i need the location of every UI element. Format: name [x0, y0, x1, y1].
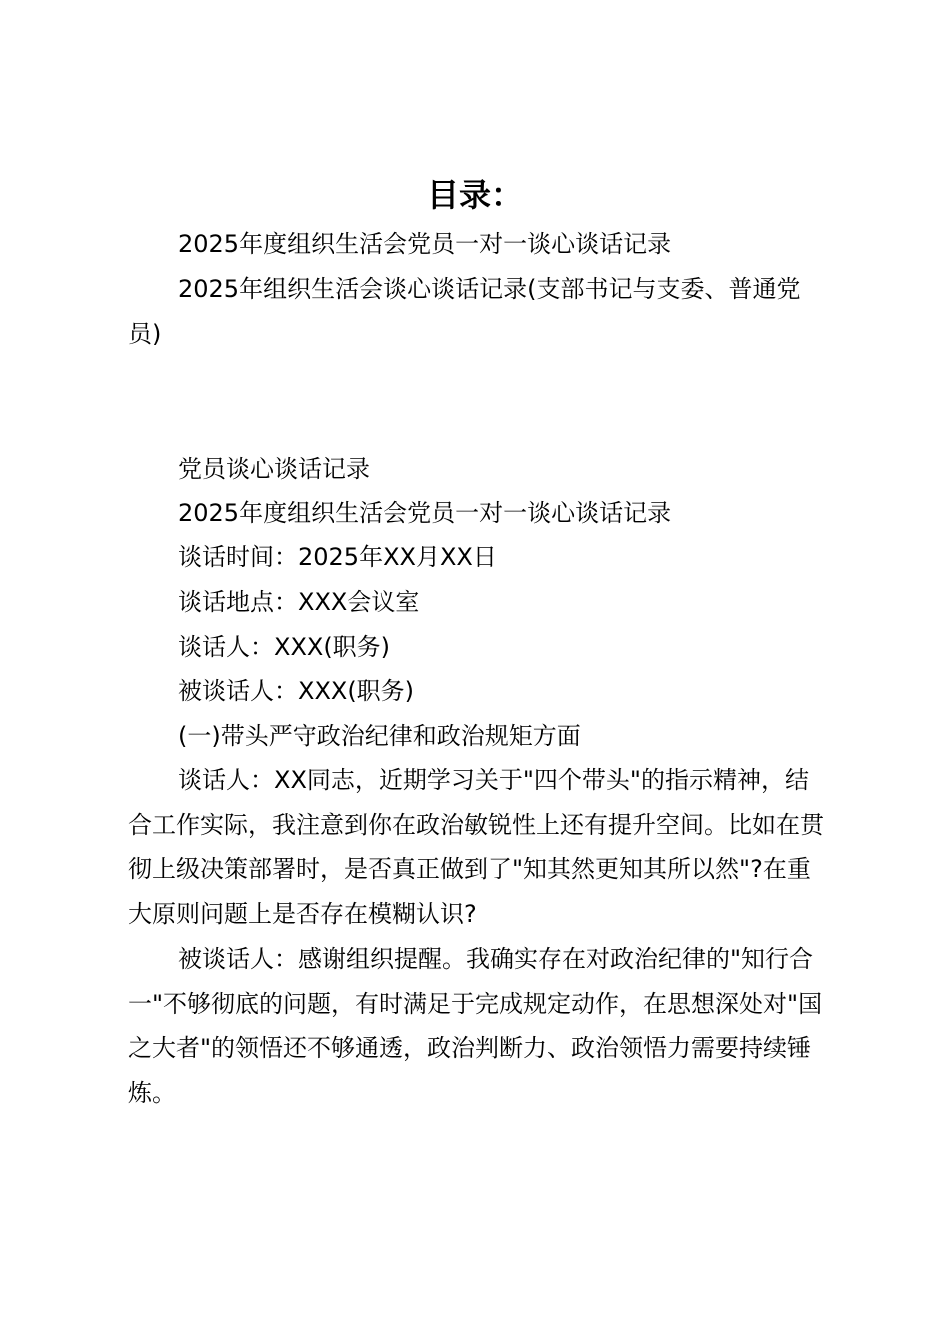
- interviewer: 谈话人：XXX(职务): [178, 633, 391, 661]
- toc-title: 目录：: [426, 176, 523, 214]
- record-subtitle: 2025年度组织生活会党员一对一谈心谈话记录: [178, 499, 672, 527]
- talk-time: 谈话时间：2025年XX月XX日: [178, 543, 497, 571]
- toc-item-2: 2025年组织生活会谈心谈话记录(支部书记与支委、普通党员): [128, 275, 801, 348]
- toc-item-1: 2025年度组织生活会党员一对一谈心谈话记录: [178, 230, 672, 258]
- interviewee-statement: 被谈话人：感谢组织提醒。我确实存在对政治纪律的"知行合一"不够彻底的问题，有时满足于完成规定动作，在思想深处对"国之大者"的领悟还不够通透，政治判断力、政治领悟力需要持续锤炼。: [128, 945, 823, 1107]
- talk-place: 谈话地点：XXX会议室: [178, 588, 420, 616]
- interviewee: 被谈话人：XXX(职务): [178, 677, 415, 705]
- interviewer-statement: 谈话人：XX同志，近期学习关于"四个带头"的指示精神，结合工作实际，我注意到你在政治敏锐性上还有提升空间。比如在贯彻上级决策部署时，是否真正做到了"知其然更知其所以然"?在重大原则问题上是否存在模糊认识?: [128, 766, 824, 928]
- record-heading: 党员谈心谈话记录: [178, 455, 370, 483]
- section-title: (一)带头严守政治纪律和政治规矩方面: [178, 722, 581, 750]
